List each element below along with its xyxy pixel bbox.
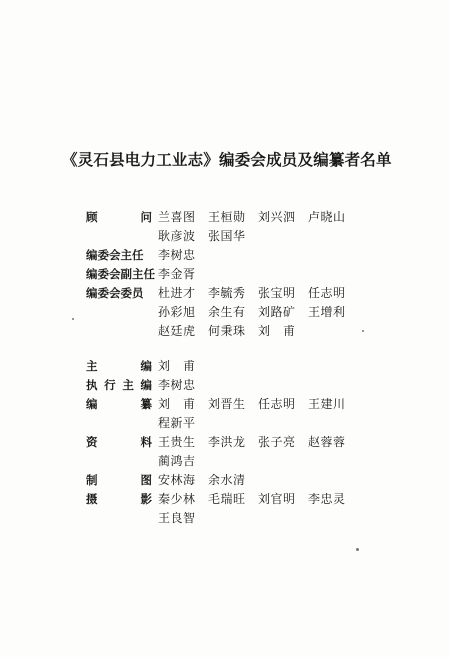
person-name: 李树忠	[158, 378, 196, 392]
person-name: 刘 甫	[158, 359, 196, 373]
person-name: 王建川	[308, 397, 346, 411]
person-name: 蔺鸿吉	[158, 454, 196, 468]
person-name: 张子亮	[258, 435, 296, 449]
person-name: 程新平	[158, 416, 196, 430]
role-label: 主 编	[86, 359, 152, 373]
person-name: 王良智	[158, 511, 196, 525]
role-label: 编委会主任	[86, 248, 144, 262]
role-label: 编委会委员	[86, 286, 144, 300]
page-title: 《灵石县电力工业志》编委会成员及编纂者名单	[62, 151, 392, 169]
person-name: 刘官明	[258, 492, 296, 506]
person-name: 王桓勋	[208, 210, 246, 224]
person-name: 任志明	[308, 286, 346, 300]
person-name: 孙彩旭	[158, 305, 196, 319]
person-name: 余水清	[208, 473, 246, 487]
person-name: 李树忠	[158, 248, 196, 262]
person-name: 赵蓉蓉	[308, 435, 346, 449]
person-name: 安林海	[158, 473, 196, 487]
role-label: 摄 影	[86, 492, 152, 506]
person-name: 张国华	[208, 229, 246, 243]
scan-speck	[72, 318, 74, 320]
role-label: 执 行 主 编	[86, 378, 152, 392]
person-name: 王增利	[308, 305, 346, 319]
person-name: 赵廷虎	[158, 324, 196, 338]
scan-speck	[356, 548, 359, 551]
person-name: 杜进才	[158, 286, 196, 300]
person-name: 卢晓山	[308, 210, 346, 224]
person-name: 秦少林	[158, 492, 196, 506]
person-name: 刘兴泗	[258, 210, 296, 224]
person-name: 刘晋生	[208, 397, 246, 411]
person-name: 王贵生	[158, 435, 196, 449]
person-name: 刘 甫	[158, 397, 196, 411]
person-name: 李洪龙	[208, 435, 246, 449]
person-name: 何秉珠	[208, 324, 246, 338]
person-name: 刘路矿	[258, 305, 296, 319]
person-name: 李忠灵	[308, 492, 346, 506]
role-label: 顾 问	[86, 210, 152, 224]
person-name: 耿彦波	[158, 229, 196, 243]
person-name: 刘 甫	[258, 324, 296, 338]
scan-speck	[362, 330, 364, 332]
role-label: 编 纂	[86, 397, 152, 411]
role-label: 编委会副主任	[86, 267, 155, 281]
role-label: 资 料	[86, 435, 152, 449]
person-name: 张宝明	[258, 286, 296, 300]
person-name: 兰喜图	[158, 210, 196, 224]
role-label: 制 图	[86, 473, 152, 487]
person-name: 余生有	[208, 305, 246, 319]
person-name: 李毓秀	[208, 286, 246, 300]
person-name: 毛瑞旺	[208, 492, 246, 506]
person-name: 任志明	[258, 397, 296, 411]
person-name: 李金胥	[158, 267, 196, 281]
